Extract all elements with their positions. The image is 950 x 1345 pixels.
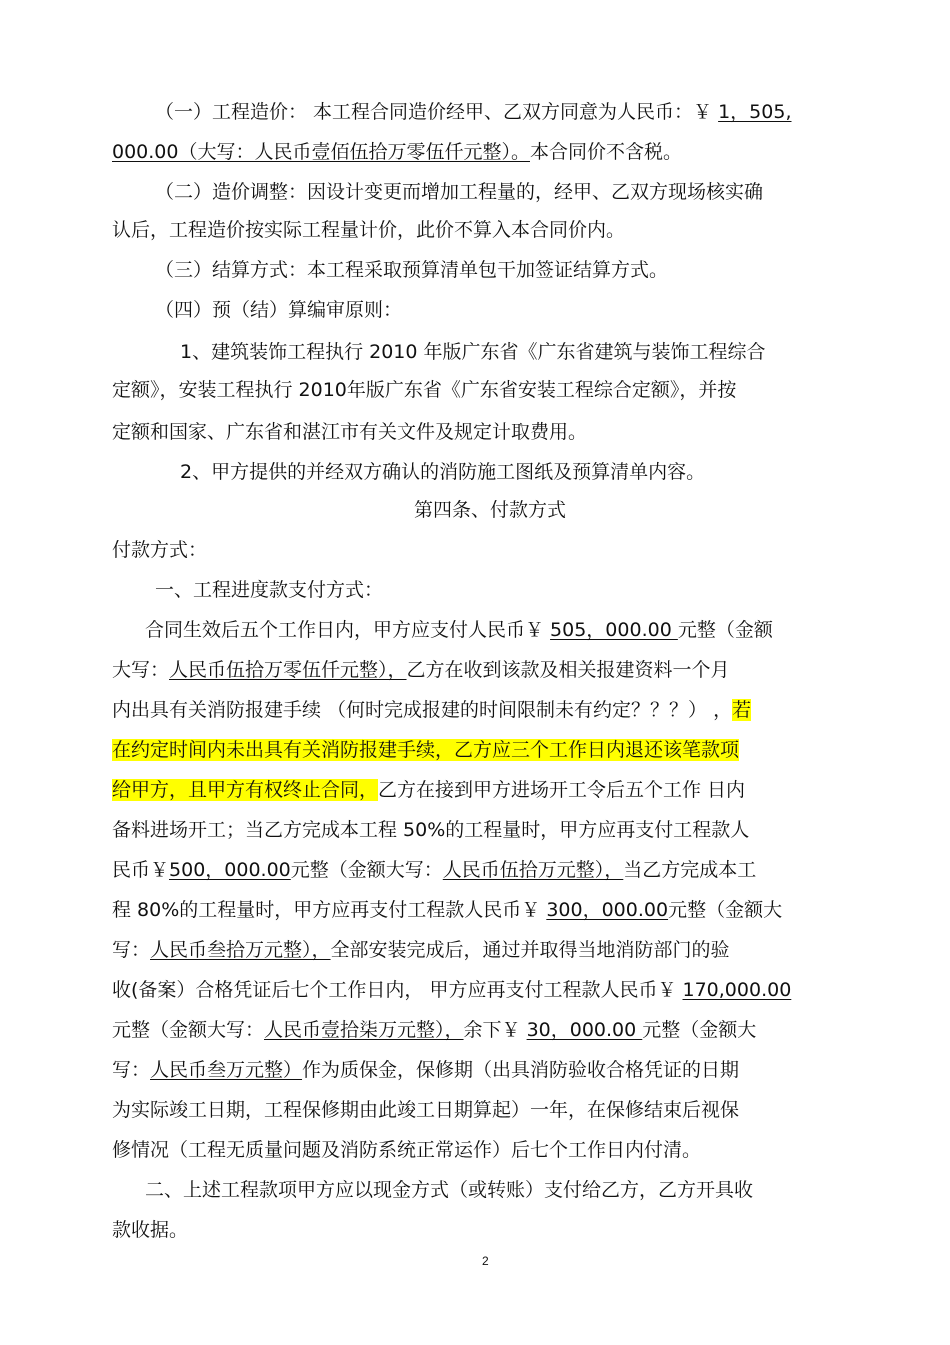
text: 内出具有关消防报建手续 （何时完成报建的时间限制未有约定？？？） ， [112,699,733,721]
amount-in-words: 人民币壹拾柒万元整）， [264,1019,464,1041]
amount-figure: 170,000.00 [682,979,792,1001]
payment-line-8 [112,898,782,922]
payment-line-3 [112,698,751,722]
clause-2-line-2 [112,218,625,242]
text: 修情况（工程无质量问题及消防系统正常运作）后七个工作日内付清。 [112,1139,702,1161]
text: 收(备案）合格凭证后七个工作日内， 甲方应再支付工程款人民币￥ [112,979,683,1001]
text: 定额和国家、广东省和湛江市有关文件及规定计取费用。 [112,421,588,443]
clause-2-line-1 [155,180,763,204]
amount-in-words: 人民币叁拾万元整）， [150,939,331,961]
price-figure: 1，505, [718,101,792,123]
principle-2 [180,460,705,484]
text: 元整（金额 [677,619,773,641]
text: 款收据。 [112,1219,189,1241]
payment-line-10 [112,978,791,1002]
price-in-words: 000.00（大写：人民币壹佰伍拾万零伍仟元整）。 [112,141,530,163]
page-number: 2 [482,1254,489,1268]
payment-line-14 [112,1138,701,1162]
text: 定额》，安装工程执行 2010年版广东省《广东省安装工程综合定额》，并按 [112,379,737,401]
text: 当乙方完成本工 [623,859,757,881]
amount-figure: 300，000.00 [546,899,669,921]
text: 元整（金额大写： [290,859,443,881]
text: （一）工程造价： 本工程合同造价经甲、乙双方同意为人民币：￥ [155,101,719,123]
text: 为实际竣工日期，工程保修期由此竣工日期算起）一年，在保修结束后视保 [112,1099,740,1121]
text: 乙方在收到该款及相关报建资料一个月 [406,659,730,681]
payment-line-7 [112,858,756,882]
text: （四）预（结）算编审原则： [155,299,403,321]
highlighted-text: 若 [732,699,752,721]
text: 民币￥ [112,859,170,881]
payment-line-6 [112,818,749,842]
section-1-heading [155,578,383,602]
highlighted-text: 给甲方，且甲方有权终止合同， [112,779,379,801]
text: 元整（金额大 [668,899,783,921]
text: 作为质保金，保修期（出具消防验收合格凭证的日期 [302,1059,740,1081]
amount-figure: 505，000.00 [550,619,678,641]
text: 合同生效后五个工作日内，甲方应支付人民币￥ [145,619,551,641]
payment-line-12 [112,1058,739,1082]
payment-line-4 [112,738,739,762]
amount-in-words: 人民币伍拾万零伍仟元整）， [169,659,407,681]
text: 备料进场开工；当乙方完成本工程 50%的工程量时，甲方应再支付工程款人 [112,819,750,841]
clause-4-heading [155,298,402,322]
section-2-line-1 [145,1178,753,1202]
text: 1、建筑装饰工程执行 2010 年版广东省《广东省建筑与装饰工程综合 [180,341,766,363]
text: 元整（金额大写： [112,1019,265,1041]
clause-3 [155,258,668,282]
text: 第四条、付款方式 [414,499,567,521]
clause-1-line-2 [112,140,682,164]
text: 程 80%的工程量时，甲方应再支付工程款人民币￥ [112,899,547,921]
highlighted-text: 在约定时间内未出具有关消防报建手续，乙方应三个工作日内退还该笔款项 [112,739,740,761]
article-4-title [414,498,566,522]
principle-1-line-3 [112,420,587,444]
text: 认后，工程造价按实际工程量计价，此价不算入本合同价内。 [112,219,626,241]
text: 全部安装完成后，通过并取得当地消防部门的验 [330,939,730,961]
section-2-line-2 [112,1218,188,1242]
clause-1-line-1 [155,100,792,124]
text: 写： [112,939,151,961]
payment-line-9 [112,938,730,962]
amount-in-words: 人民币叁万元整） [150,1059,303,1081]
amount-in-words: 人民币伍拾万元整）， [442,859,624,881]
text: 乙方在接到甲方进场开工令后五个工作 日内 [378,779,746,801]
payment-line-1 [145,618,773,642]
payment-method-label [112,538,207,562]
text: 写： [112,1059,151,1081]
amount-figure: 500，000.00 [169,859,291,881]
payment-line-5 [112,778,745,802]
text: 一、工程进度款支付方式： [155,579,384,601]
text: 大写： [112,659,170,681]
text: 元整（金额大 [642,1019,757,1041]
text: （三）结算方式：本工程采取预算清单包干加签证结算方式。 [155,259,669,281]
principle-1-line-1 [180,340,766,364]
text: 二、上述工程款项甲方应以现金方式（或转账）支付给乙方，乙方开具收 [145,1179,754,1201]
text: 本合同价不含税。 [529,141,682,163]
payment-line-11 [112,1018,756,1042]
payment-line-13 [112,1098,739,1122]
text: 2、甲方提供的并经双方确认的消防施工图纸及预算清单内容。 [180,461,706,483]
amount-figure: 30，000.00 [526,1019,643,1041]
text: 付款方式： [112,539,208,561]
payment-line-2 [112,658,730,682]
principle-1-line-2 [112,378,736,402]
text: 余下￥ [463,1019,527,1041]
text: （二）造价调整：因设计变更而增加工程量的，经甲、乙双方现场核实确 [155,181,764,203]
